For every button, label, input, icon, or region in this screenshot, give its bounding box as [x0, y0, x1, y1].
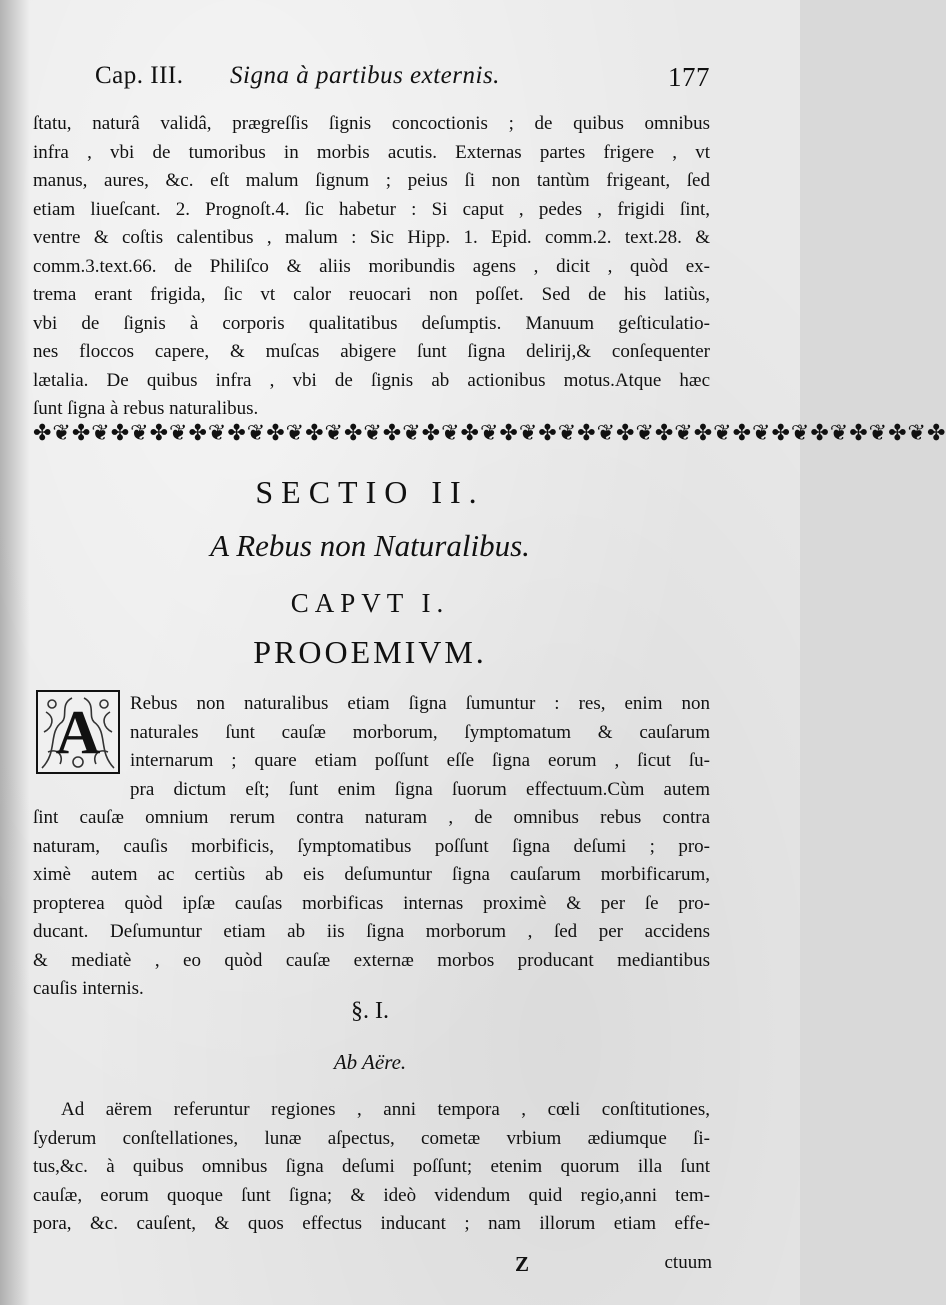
text-line: vbi de ſignis à corporis qualitatibus deſumptis. Manuum geſticulatio- — [33, 312, 710, 334]
text-line: etiam liueſcant. 2. Prognoſt.4. ſic habetur : Si caput , pedes , frigidi ſint, — [33, 198, 710, 220]
page-number: 177 — [668, 62, 710, 92]
text-line: nes floccos capere, & muſcas abigere ſunt ſigna delirij,& conſequenter — [33, 341, 710, 362]
text-line: ſint cauſæ omnium rerum contra naturam , de omnibus rebus contra — [33, 807, 710, 828]
text-line: manus, aures, &c. eſt malum ſignum ; peius ſi non tantùm frigeant, ſed — [33, 170, 710, 191]
text-line: pra dictum eſt; ſunt enim ſigna ſuorum effectuum.Cùm autem — [130, 778, 710, 800]
text-line: tus,&c. à quibus omnibus ſigna deſumi poſſunt; etenim quorum illa ſunt — [33, 1156, 710, 1177]
text-line: ſtatu, naturâ validâ, prægreſſis ſignis concoctionis ; de quibus omnibus — [33, 113, 710, 134]
text-line: internarum ; quare etiam poſſunt eſſe ſigna eorum , ſicut ſu- — [130, 750, 710, 771]
subsection-title: Ab Aëre. — [333, 1050, 407, 1074]
initial-letter: A — [55, 699, 101, 767]
text-line: trema erant frigida, ſic vt calor reuocari non poſſet. Sed de his latiùs, — [33, 284, 710, 305]
text-line: propterea quòd ipſæ cauſas morbificas internas proximè & per ſe pro- — [33, 892, 710, 914]
text-line: cauſæ, eorum quoque ſunt ſigna; & ideò videndum quid regio,anni tem- — [33, 1184, 710, 1206]
text-line: Ad aërem referuntur regiones , anni tempora , cœli conſtitutiones, — [61, 1099, 710, 1120]
text-line: Rebus non naturalibus etiam ſigna ſumuntur : res, enim non — [130, 693, 710, 714]
subsection-number: §. I. — [351, 998, 389, 1024]
section-heading: SECTIO II. — [255, 474, 485, 510]
text-line: ſunt ſigna à rebus naturalibus. — [33, 398, 259, 419]
text-line: ximè autem ac certiùs ab eis deſumuntur ſigna cauſarum morbificarum, — [33, 864, 710, 885]
catchword: ctuum — [664, 1252, 712, 1273]
paragraph-intro-indented — [130, 690, 710, 804]
decorated-initial — [36, 690, 120, 774]
paragraph-intro-continued — [33, 804, 710, 1004]
section-subtitle: A Rebus non Naturalibus. — [210, 528, 530, 563]
chapter-heading: CAPVT I. — [290, 588, 450, 618]
text-line: naturam, cauſis morbificis, ſymptomatibus poſſunt ſigna deſumi ; pro- — [33, 835, 710, 857]
text-line: naturales ſunt cauſæ morborum, ſymptomatum & cauſarum — [130, 721, 710, 743]
decorative-ornament-band: ✤❦✤❦✤❦✤❦✤❦✤❦✤❦✤❦✤❦✤❦✤❦✤❦✤❦✤❦✤❦✤❦✤❦✤❦✤❦✤❦✤❦✤❦✤❦✤ — [33, 420, 946, 445]
text-line: ſyderum conſtellationes, lunæ aſpectus, cometæ vrbium ædiumque ſi- — [33, 1127, 710, 1149]
running-title: Signa à partibus externis. — [230, 62, 500, 89]
chapter-label: Cap. III. — [95, 62, 184, 89]
signature-mark: Z — [515, 1252, 530, 1276]
text-line: lætalia. De quibus infra , vbi de ſignis ab actionibus motus.Atque hæc — [33, 369, 710, 391]
text-line: ducant. Deſumuntur etiam ab iis ſigna morborum , ſed per accidens — [33, 921, 710, 942]
text-line: pora, &c. cauſent, & quos effectus inducant ; nam illorum etiam effe- — [33, 1213, 710, 1234]
text-line: & mediatè , eo quòd cauſæ externæ morbos producant mediantibus — [33, 949, 710, 971]
top-paragraph — [33, 110, 710, 424]
running-header — [95, 60, 710, 100]
text-line: infra , vbi de tumoribus in morbis acutis. Externas partes frigere , vt — [33, 141, 710, 163]
proemium-heading: PROOEMIVM. — [253, 634, 487, 670]
text-line: ventre & coſtis calentibus , malum : Sic Hipp. 1. Epid. comm.2. text.28. & — [33, 227, 710, 248]
text-line: cauſis internis. — [33, 978, 144, 999]
text-line: comm.3.text.66. de Philiſco & aliis moribundis agens , dicit , quòd ex- — [33, 255, 710, 277]
paragraph-ab-aere — [33, 1096, 710, 1239]
